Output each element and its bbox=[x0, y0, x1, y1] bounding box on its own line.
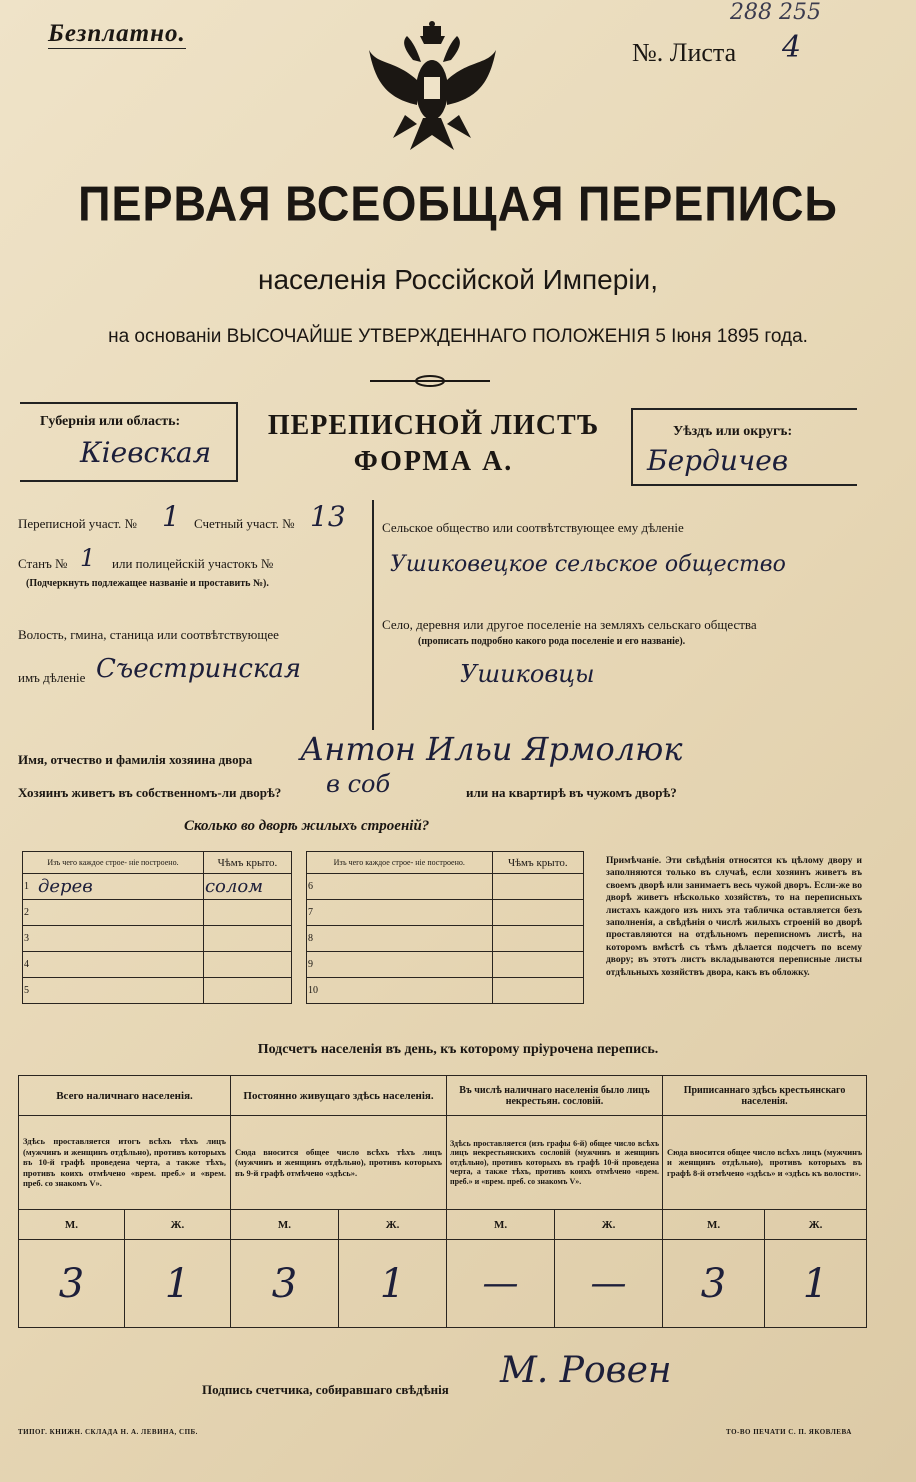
material-cell bbox=[37, 926, 203, 952]
section-head: Постоянно живущаго здѣсь населенія. bbox=[231, 1076, 447, 1116]
material-cell bbox=[37, 900, 203, 926]
roof-cell: солом bbox=[203, 874, 291, 900]
volost-label-2: имъ дѣленіе bbox=[18, 670, 86, 685]
owner-name-value: Антон Ильи Ярмолюк bbox=[300, 730, 683, 768]
village-value: Ушиковцы bbox=[460, 660, 595, 688]
form-title: ПЕРЕПИСНОЙ ЛИСТЪ bbox=[267, 410, 600, 441]
footer-left: ТИПОГ. КНИЖН. СКЛАДА Н. А. ЛЕВИНА, СПБ. bbox=[18, 1428, 198, 1436]
section-head: Приписаннаго здѣсь крестьянскаго населенія. bbox=[663, 1076, 867, 1116]
stan-value: 1 bbox=[80, 544, 96, 572]
owner-lives-label: Хозяинъ живетъ въ собственномъ-ли дворѣ? bbox=[18, 785, 282, 800]
volost-value: Съестринская bbox=[96, 654, 302, 684]
material-cell bbox=[37, 978, 203, 1004]
male-header: М. bbox=[19, 1210, 125, 1240]
stan-note: (Подчеркнуть подлежащее названіе и проставить №). bbox=[26, 578, 269, 589]
census-district-label: Переписной участ. № bbox=[18, 516, 137, 531]
roof-cell bbox=[492, 952, 583, 978]
roof-cell bbox=[492, 900, 583, 926]
buildings-table-right bbox=[306, 851, 584, 1004]
roof-cell bbox=[203, 926, 291, 952]
counting-district-label: Счетный участ. № bbox=[194, 516, 295, 531]
female-count: — bbox=[555, 1240, 663, 1328]
col-material-header: Изъ чего каждое строе- ніе построено. bbox=[23, 852, 204, 874]
main-title: ПЕРВАЯ ВСЕОБЩАЯ ПЕРЕПИСЬ bbox=[78, 175, 838, 232]
column-divider bbox=[372, 500, 374, 730]
material-cell bbox=[325, 952, 492, 978]
col-roof-header-2: Чѣмъ крыто. bbox=[492, 852, 583, 874]
female-count: 1 bbox=[125, 1240, 231, 1328]
material-cell bbox=[325, 926, 492, 952]
male-header: М. bbox=[447, 1210, 555, 1240]
owner-lives-value: в соб bbox=[326, 770, 391, 798]
owner-lives-alt: или на квартирѣ въ чужомъ дворѣ? bbox=[466, 785, 677, 800]
section-desc: Сюда вносится общее число всѣхъ лицъ (мужчинъ и женщинъ отдѣльно), противъ которыхъ въ графѣ 8-й отмѣчено «здѣсь» и «здѣсь къ волости». bbox=[663, 1116, 867, 1210]
roof-cell bbox=[203, 978, 291, 1004]
society-value: Ушиковецкое сельское общество bbox=[390, 552, 786, 577]
material-cell bbox=[325, 874, 492, 900]
signature-value: М. Ровен bbox=[500, 1350, 672, 1391]
population-table bbox=[18, 1075, 867, 1328]
footer-right: ТО-ВО ПЕЧАТИ С. П. ЯКОВЛЕВА bbox=[726, 1428, 852, 1436]
stan-suffix: или полицейскій участокъ № bbox=[112, 556, 274, 571]
village-note: (прописать подробно какого рода поселеніе и его названіе). bbox=[418, 636, 686, 647]
roof-cell bbox=[203, 952, 291, 978]
uezd-value: Бердичев bbox=[647, 444, 789, 477]
basis-line: на основаніи ВЫСОЧАЙШЕ УТВЕРЖДЕННАГО ПОЛОЖЕНІЯ 5 Іюня 1895 года. bbox=[108, 326, 808, 347]
row-no: 6 bbox=[307, 874, 326, 900]
gubernia-label: Губернія или область: bbox=[40, 414, 181, 429]
society-label: Сельское общество или соотвѣтствующее ему дѣленіе bbox=[382, 520, 684, 535]
row-no: 8 bbox=[307, 926, 326, 952]
sheet-number-value: 4 bbox=[782, 30, 802, 65]
material-cell: дерев bbox=[37, 874, 203, 900]
section-desc: Здѣсь проставляется (изъ графы 6-й) общее число всѣхъ лицъ некрестьянскихъ сословій (мужчинъ и женщинъ отдѣльно), противъ которыхъ въ графѣ 10-й проведена черта, а также тѣхъ, противъ коихъ отмѣчено «врем. преб.» и «врем. преб. со знакомъ V». bbox=[447, 1116, 663, 1210]
gubernia-box bbox=[20, 402, 238, 482]
row-no: 4 bbox=[23, 952, 38, 978]
free-label: Безплатно. bbox=[48, 20, 186, 47]
col-roof-header: Чѣмъ крыто. bbox=[203, 852, 291, 874]
material-cell bbox=[37, 952, 203, 978]
row-no: 10 bbox=[307, 978, 326, 1004]
double-headed-eagle-icon bbox=[365, 20, 500, 170]
female-count: 1 bbox=[339, 1240, 447, 1328]
row-no: 9 bbox=[307, 952, 326, 978]
uezd-box bbox=[631, 408, 857, 486]
buildings-table-left bbox=[22, 851, 292, 1004]
note-title: Примѣчаніе. bbox=[606, 856, 662, 866]
section-desc: Здѣсь проставляется итогъ всѣхъ тѣхъ лицъ (мужчинъ и женщинъ отдѣльно), противъ которыхъ въ 10-й графѣ проведена черта, а также тѣхъ, противъ коихъ отмѣчено «врем. преб.» и «врем. преб. со знакомъ V». bbox=[19, 1116, 231, 1210]
roof-cell bbox=[203, 900, 291, 926]
roof-cell bbox=[492, 926, 583, 952]
population-title: Подсчетъ населенія въ день, къ которому пріурочена перепись. bbox=[257, 1042, 659, 1057]
row-no: 1 bbox=[23, 874, 38, 900]
female-count: 1 bbox=[765, 1240, 867, 1328]
stan-label: Станъ № bbox=[18, 556, 68, 571]
census-district-value: 1 bbox=[162, 500, 180, 533]
female-header: Ж. bbox=[555, 1210, 663, 1240]
owner-name-label: Имя, отчество и фамилія хозяина двора bbox=[18, 752, 253, 767]
row-no: 3 bbox=[23, 926, 38, 952]
volost-label: Волость, гмина, станица или соотвѣтствующее bbox=[18, 627, 279, 642]
male-count: — bbox=[447, 1240, 555, 1328]
row-no: 5 bbox=[23, 978, 38, 1004]
male-count: 3 bbox=[663, 1240, 765, 1328]
form-name: ФОРМА А. bbox=[353, 446, 514, 477]
counting-district-value: 13 bbox=[310, 500, 346, 533]
section-head: Всего наличнаго населенія. bbox=[19, 1076, 231, 1116]
section-head: Въ числѣ наличнаго населенія было лицъ некрестьян. сословій. bbox=[447, 1076, 663, 1116]
material-cell bbox=[325, 900, 492, 926]
ornament-divider-icon bbox=[370, 374, 490, 388]
male-header: М. bbox=[663, 1210, 765, 1240]
material-cell bbox=[325, 978, 492, 1004]
sheet-number-label: №. Листа bbox=[632, 38, 737, 67]
male-count: 3 bbox=[231, 1240, 339, 1328]
female-header: Ж. bbox=[339, 1210, 447, 1240]
row-no: 2 bbox=[23, 900, 38, 926]
uezd-label: Уѣздъ или округъ: bbox=[673, 424, 793, 439]
village-label: Село, деревня или другое поселеніе на земляхъ сельскаго общества bbox=[382, 617, 757, 632]
gubernia-value: Кіевская bbox=[80, 436, 212, 469]
col-material-header-2: Изъ чего каждое строе- ніе построено. bbox=[307, 852, 493, 874]
note-text: Эти свѣдѣнія относятся къ цѣлому двору и заполняются только въ случаѣ, если хозяинъ живетъ въ своемъ дворѣ или занимаетъ весь чужой дворъ. Если-же во дворѣ живетъ нѣсколько хозяйствъ, то на переписныхъ листахъ каждого изъ нихъ эта табличка оставляется безъ заполненія, а свѣдѣнія о числѣ жилыхъ строеній во дворѣ проставляются на отдѣльномъ переписномъ листѣ, на которомъ вмѣстѣ съ тѣмъ дѣлается подсчетъ по всему двору; въ этотъ листъ вкладываются переписные листы отдѣльныхъ хозяйствъ двора, какъ въ обложку. bbox=[606, 856, 862, 978]
roof-cell bbox=[492, 978, 583, 1004]
male-header: М. bbox=[231, 1210, 339, 1240]
sub-title: населенія Россійской Имперіи, bbox=[258, 264, 658, 295]
signature-label: Подпись счетчика, собиравшаго свѣдѣнія bbox=[202, 1382, 449, 1397]
female-header: Ж. bbox=[125, 1210, 231, 1240]
female-header: Ж. bbox=[765, 1210, 867, 1240]
note-block bbox=[606, 855, 862, 979]
male-count: 3 bbox=[19, 1240, 125, 1328]
buildings-question: Сколько во дворѣ жилыхъ строеній? bbox=[184, 818, 430, 834]
roof-cell bbox=[492, 874, 583, 900]
row-no: 7 bbox=[307, 900, 326, 926]
archive-number: 288 255 bbox=[730, 0, 821, 25]
section-desc: Сюда вносится общее число всѣхъ тѣхъ лицъ (мужчинъ и женщинъ отдѣльно), противъ которыхъ въ 9-й графѣ отмѣчено «здѣсь». bbox=[231, 1116, 447, 1210]
